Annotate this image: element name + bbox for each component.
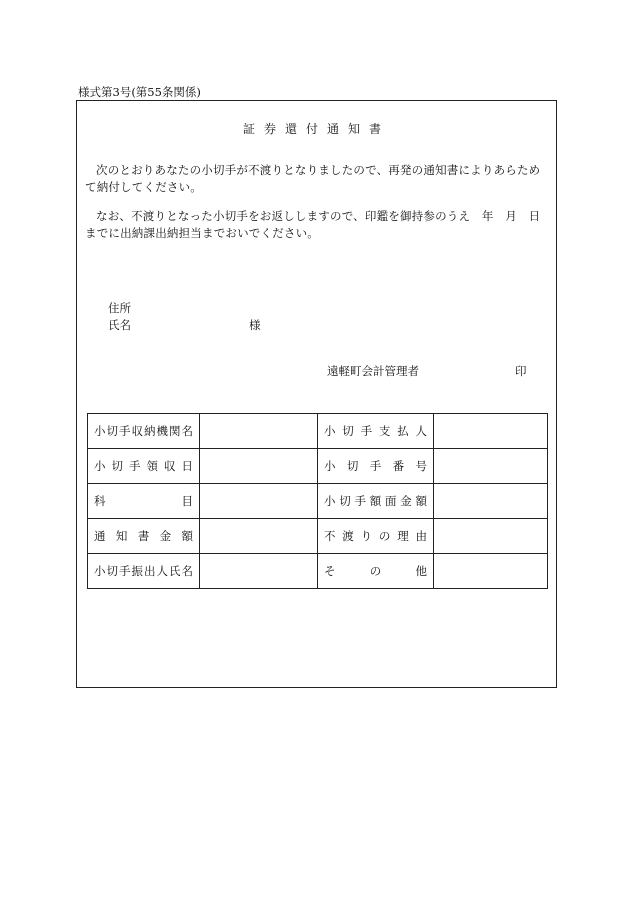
- notice-paragraph-2: なお、不渡りとなった小切手をお返ししますので、印鑑を御持参のうえ 年 月 日までに出納課出納担当までおいでください。: [85, 209, 541, 240]
- row-value: [434, 449, 548, 484]
- table-row: [88, 414, 548, 449]
- table-row: [88, 449, 548, 484]
- row-label: 科目: [88, 484, 200, 519]
- row-label: 通知書金額: [88, 519, 200, 554]
- row-value: [434, 554, 548, 589]
- row-value: [200, 484, 318, 519]
- honorific-sama: 様: [249, 318, 261, 332]
- row-value: [434, 519, 548, 554]
- row-value: [200, 449, 318, 484]
- row-value: [200, 554, 318, 589]
- form-number-label: 様式第3号(第55条関係): [78, 85, 201, 99]
- table-row: [88, 519, 548, 554]
- notice-form-frame: [76, 100, 557, 688]
- row-label: 小切手額面金額: [318, 484, 434, 519]
- row-label: 小切手領収日: [88, 449, 200, 484]
- row-label: 不渡りの理由: [318, 519, 434, 554]
- row-label: 小切手収納機関名: [88, 414, 200, 449]
- row-label: その他: [318, 554, 434, 589]
- document-title: 証券還付通知書: [242, 122, 390, 136]
- address-label: 住所: [108, 301, 131, 315]
- row-label: 小切手支払人: [318, 414, 434, 449]
- row-value: [434, 484, 548, 519]
- row-value: [434, 414, 548, 449]
- seal-mark: 印: [515, 364, 527, 378]
- table-row: [88, 554, 548, 589]
- name-label: 氏名: [108, 318, 131, 332]
- check-details-table: [87, 413, 548, 589]
- row-value: [200, 414, 318, 449]
- row-label: 小切手振出人氏名: [88, 554, 200, 589]
- notice-paragraph-1: 次のとおりあなたの小切手が不渡りとなりましたので、再発の通知書によりあらためて納付してください。: [85, 163, 541, 194]
- row-label: 小切手番号: [318, 449, 434, 484]
- row-value: [200, 519, 318, 554]
- table-row: [88, 484, 548, 519]
- treasurer-title: 遠軽町会計管理者: [327, 364, 419, 378]
